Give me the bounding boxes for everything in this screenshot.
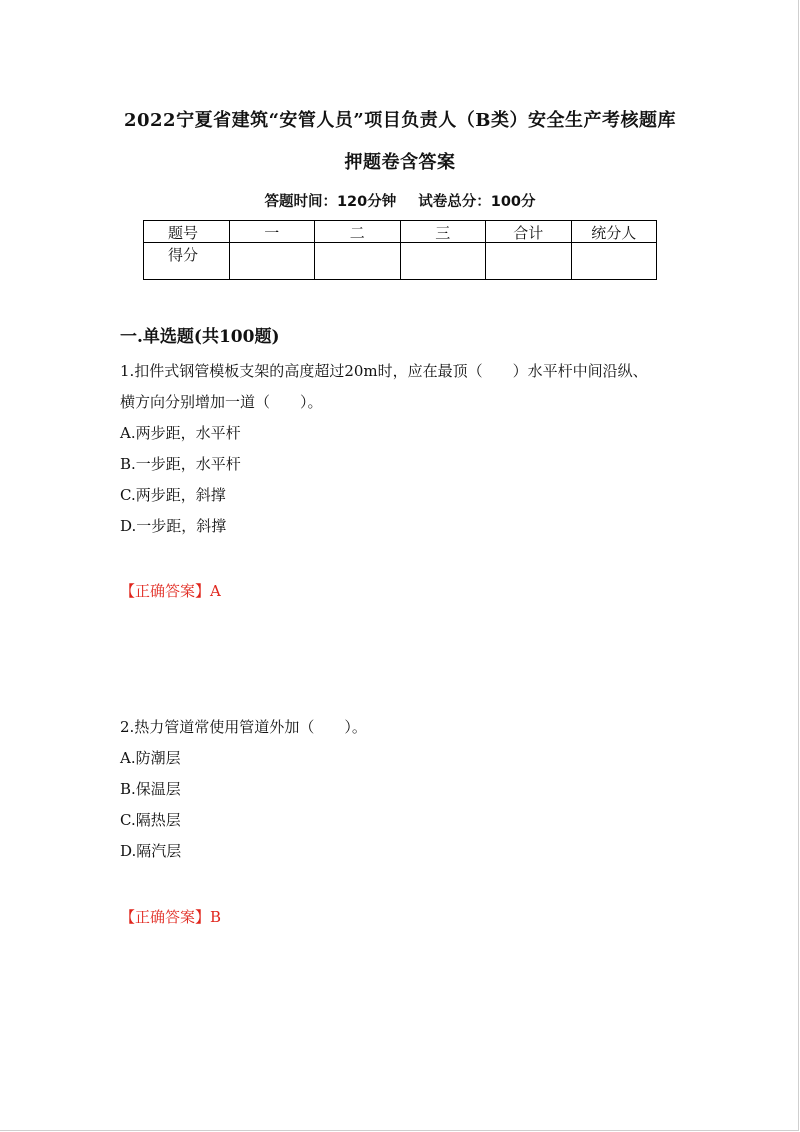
question-2-option-c: C.隔热层 <box>120 811 181 829</box>
exam-meta <box>0 190 800 211</box>
document-title-line-1: 2022宁夏省建筑“安管人员”项目负责人（B类）安全生产考核题库 <box>123 110 677 131</box>
answer-tag: 【正确答案】 <box>120 908 211 926</box>
score-table-header: 统分人 <box>571 221 657 243</box>
score-row-label: 得分 <box>144 243 230 280</box>
answer-value: B <box>210 908 222 926</box>
question-1-option-a: A.两步距，水平杆 <box>120 424 241 442</box>
score-table-score-row <box>144 243 657 280</box>
score-table-header: 一 <box>229 221 315 243</box>
question-1-option-c: C.两步距，斜撑 <box>120 486 226 504</box>
score-cell <box>571 243 657 280</box>
section-title: 一.单选题(共100题) <box>120 327 280 347</box>
score-cell <box>486 243 572 280</box>
score-table <box>143 220 657 280</box>
question-1-option-b: B.一步距，水平杆 <box>120 455 241 473</box>
question-1 <box>120 356 700 542</box>
score-cell <box>400 243 486 280</box>
question-2-stem-line-1: 2.热力管道常使用管道外加（ ）。 <box>120 718 367 736</box>
question-1-option-d: D.一步距，斜撑 <box>120 517 227 535</box>
answer-tag: 【正确答案】 <box>120 582 211 600</box>
question-1-stem-line-2: 横方向分别增加一道（ ）。 <box>120 393 323 411</box>
question-2-option-d: D.隔汽层 <box>120 842 182 860</box>
score-cell <box>315 243 401 280</box>
question-2-option-b: B.保温层 <box>120 780 181 798</box>
answer-value: A <box>210 582 221 600</box>
score-table-header: 三 <box>400 221 486 243</box>
question-1-stem-line-1: 1.扣件式钢管模板支架的高度超过20m时，应在最顶（ ）水平杆中间沿纵、 <box>120 362 648 380</box>
score-table-header: 题号 <box>144 221 230 243</box>
question-2-answer <box>120 906 221 927</box>
score-cell <box>229 243 315 280</box>
score-table-header: 合计 <box>486 221 572 243</box>
score-table-header: 二 <box>315 221 401 243</box>
question-2-option-a: A.防潮层 <box>120 749 181 767</box>
question-1-answer <box>120 580 221 601</box>
exam-time: 答题时间：120分钟 <box>264 194 397 210</box>
question-2 <box>120 712 700 867</box>
document-title-line-2: 押题卷含答案 <box>344 152 456 173</box>
score-table-header-row <box>144 221 657 243</box>
exam-total-score: 试卷总分：100分 <box>418 194 536 210</box>
